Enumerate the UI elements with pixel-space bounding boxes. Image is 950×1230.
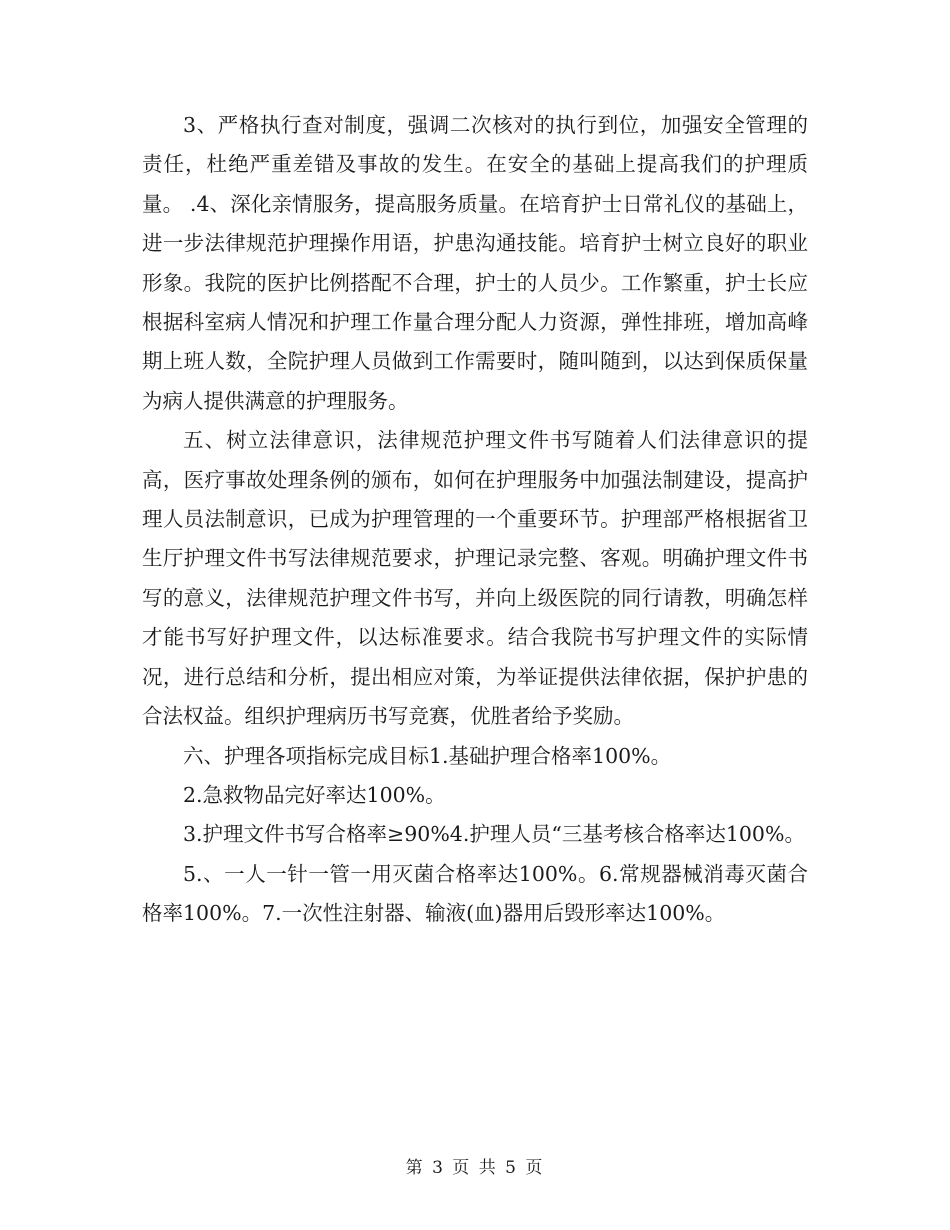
paragraph-target-first-aid: 2.急救物品完好率达100%。 xyxy=(183,782,446,807)
paragraph-target-documents: 3.护理文件书写合格率≥90%4.护理人员“三基考核合格率达100%。 xyxy=(183,822,805,847)
document-body xyxy=(142,106,808,934)
paragraph-legal-awareness: 五、树立法律意识，法律规范护理文件书写随着人们法律意识的提高，医疗事故处理条例的颁布，如何在护理服务中加强法制建设，提高护理人员法制意识，已成为护理管理的一个重要环节。护理部严格根据省卫生厅护理文件书写法律规范要求，护理记录完整、客观。明确护理文件书写的意义，法律规范护理文件书写，并向上级医院的同行请教，明确怎样才能书写好护理文件，以达标准要求。结合我院书写护理文件的实际情况，进行总结和分析，提出相应对策，为举证提供法律依据，保护护患的合法权益。组织护理病历书写竞赛，优胜者给予奖励。 xyxy=(142,428,808,729)
paragraph-targets-heading: 六、护理各项指标完成目标1.基础护理合格率100%。 xyxy=(183,743,672,768)
paragraph-safety-service: 3、严格执行查对制度，强调二次核对的执行到位，加强安全管理的责任，杜绝严重差错及事故的发生。在安全的基础上提高我们的护理质量。 .4、深化亲情服务，提高服务质量。在培育护士日常礼仪的基础上，进一步法律规范护理操作用语，护患沟通技能。培育护士树立良好的职业形象。我院的医护比例搭配不合理，护士的人员少。工作繁重，护士长应根据科室病人情况和护理工作量合理分配人力资源，弹性排班，增加高峰期上班人数，全院护理人员做到工作需要时，随叫随到，以达到保质保量为病人提供满意的护理服务。 xyxy=(142,113,808,413)
page-number-footer: 第 3 页 共 5 页 xyxy=(405,1158,545,1178)
paragraph-target-sterilization: 5.、一人一针一管一用灭菌合格率达100%。6.常规器械消毒灭菌合格率100%。7.一次性注射器、输液(血)器用后毁形率达100%。 xyxy=(142,861,808,926)
